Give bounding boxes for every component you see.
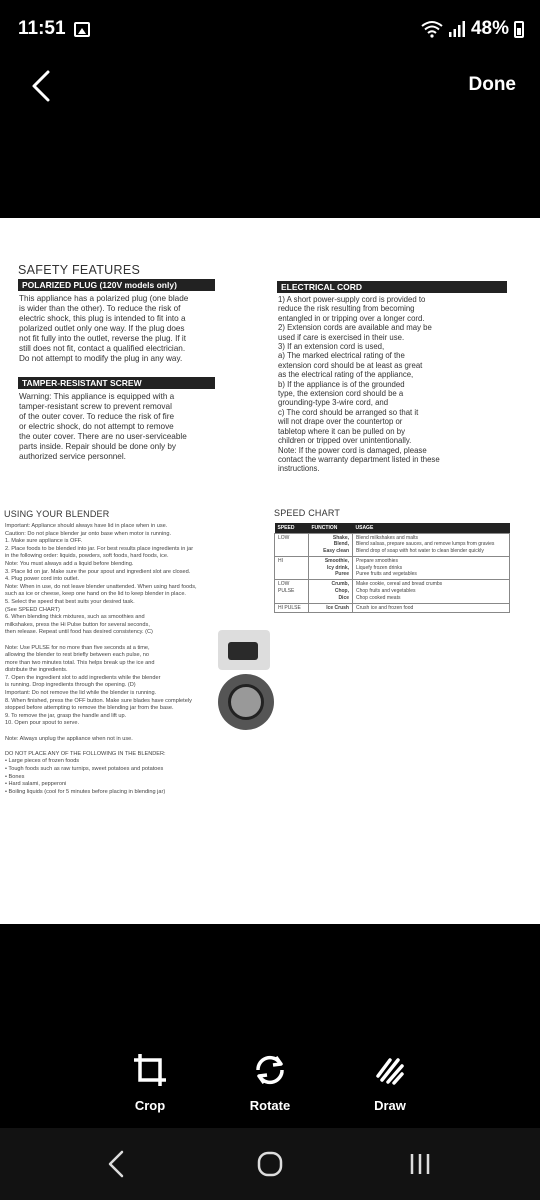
polarized-plug-heading: POLARIZED PLUG (120V models only) bbox=[18, 279, 215, 291]
tamper-screw-heading: TAMPER-RESISTANT SCREW bbox=[18, 377, 215, 389]
rotate-icon bbox=[250, 1050, 290, 1090]
speed-row bbox=[275, 533, 510, 556]
ingredient-slot-photo bbox=[218, 674, 274, 730]
usage-cell: Prepare smoothies Liquefy frozen drinks Puree fruits and vegetables bbox=[353, 556, 510, 579]
nav-back-icon[interactable] bbox=[98, 1148, 138, 1180]
speed-chart-table bbox=[274, 523, 510, 613]
speed-chart-title: SPEED CHART bbox=[274, 508, 341, 518]
status-bar bbox=[0, 0, 540, 60]
draw-label: Draw bbox=[374, 1098, 406, 1113]
speed-col-header: SPEED bbox=[275, 523, 309, 533]
tamper-screw-text: Warning: This appliance is equipped with a tamper-resistant screw to prevent removal of the outer cover. To reduce the risk of fire or electric shock, do not attempt to remove the outer cover. There are no user-serviceable parts inside. Repair should be done only by authorized service personnel. bbox=[19, 392, 187, 461]
rotate-label: Rotate bbox=[249, 1098, 291, 1113]
edit-toolbar bbox=[0, 1050, 540, 1130]
function-cell: Crumb, Chop, Dice bbox=[309, 580, 353, 603]
crop-label: Crop bbox=[134, 1098, 166, 1113]
draw-icon bbox=[370, 1050, 410, 1090]
gallery-notification-icon bbox=[74, 22, 90, 37]
crop-icon bbox=[130, 1050, 170, 1090]
speed-chart-header-row bbox=[275, 523, 510, 533]
safety-features-title: SAFETY FEATURES bbox=[18, 263, 141, 277]
usage-cell: Crush ice and frozen food bbox=[353, 603, 510, 613]
nav-recents-icon[interactable] bbox=[400, 1148, 440, 1180]
speed-row bbox=[275, 556, 510, 579]
speed-row bbox=[275, 580, 510, 603]
battery-icon bbox=[514, 21, 524, 38]
wifi-icon bbox=[421, 20, 443, 38]
using-blender-title: USING YOUR BLENDER bbox=[4, 509, 110, 519]
signal-icon bbox=[448, 21, 466, 37]
electrical-cord-text: 1) A short power-supply cord is provided to reduce the risk resulting from becoming entangled in or tripping over a longer cord. 2) Extension cords are available and may be used if care is exercised in their use. 3) If an extension cord is used, a) The marked electrical rating of the extension cord should be at least as great as the electrical rating of the appliance, b) If the appliance is of the grounded type, the extension cord should be a grounding-type 3-wire cord, and c) The cord should be arranged so that it will not drape over the countertop or tabletop where it can be pulled on by children or tripped over unintentionally. Note: If the power cord is damaged, please contact the warranty department listed in these instructions. bbox=[278, 295, 440, 474]
speed-cell: HI bbox=[275, 556, 309, 579]
system-navigation-bar bbox=[0, 1128, 540, 1200]
speed-row bbox=[275, 603, 510, 613]
status-indicators bbox=[421, 18, 524, 40]
speed-cell: LOW PULSE bbox=[275, 580, 309, 603]
polarized-plug-text: This appliance has a polarized plug (one blade is wider than the other). To reduce the risk of electric shock, this plug is intended to fit into a polarized outlet only one way. If the plug does not fit fully into the outlet, reverse the plug. If it still does not fit, contact a qualified electrician. Do not attempt to modify the plug in any way. bbox=[19, 294, 189, 363]
speed-cell: HI PULSE bbox=[275, 603, 309, 613]
function-cell: Shake, Blend, Easy clean bbox=[309, 533, 353, 556]
blender-pulse-photo bbox=[218, 630, 270, 670]
back-arrow-icon[interactable] bbox=[26, 66, 66, 106]
electrical-cord-heading: ELECTRICAL CORD bbox=[277, 281, 507, 293]
done-button[interactable]: Done bbox=[468, 74, 516, 95]
usage-cell: Make cookie, cereal and bread crumbs Chop fruits and vegetables Chop cooked meats bbox=[353, 580, 510, 603]
rotate-tool[interactable] bbox=[220, 1050, 320, 1113]
using-blender-text: Important: Appliance should always have lid in place when in use. Caution: Do not place blender jar onto base when motor is running. 1. Make sure appliance is OFF. 2. Place foods to be blended into jar. For best results place ingredients in jar in the following order: liquids, powders, soft foods, hard foods, ice. Note: You must always add a liquid before blending. 3. Place lid on jar. Make sure the pour spout and ingredient slot are closed. 4. Plug power cord into outlet. Note: When in use, do not leave blender unattended. When using hard foods, such as ice or cheese, keep one hand on the lid to keep blender in place. 5. Select the speed that best suits your desired task. (See SPEED CHART) 6. When blending thick mixtures, such as smoothies and milkshakes, press the Hi Pulse button for several seconds, then release. Repeat until food has desired consistency. (C) Note: Use PULSE for no more than five seconds at a time, allowing the blender to rest briefly between each pulse, no more than two minutes total. This helps break up the ice and distribute the ingredients. 7. Open the ingredient slot to add ingredients while the blender is running. Drop ingredients through the opening. (D) Important: Do not remove the lid while the blender is running. 8. When finished, press the OFF button. Make sure blades have completely stopped before attempting to remove the blending jar from the base. 9. To remove the jar, grasp the handle and lift up. 10. Open pour spout to serve. Note: Always unplug the appliance when not in use. DO NOT PLACE ANY OF THE FOLLOWING IN THE BLENDER: • Large pieces of frozen foods • Tough foods such as raw turnips, sweet potatoes and potatoes • Bones • Hard salami, pepperoni • Boiling liquids (cool for 5 minutes before placing in blending jar) bbox=[5, 523, 197, 795]
battery-percent: 48% bbox=[470, 18, 509, 39]
speed-cell: LOW bbox=[275, 533, 309, 556]
function-cell: Ice Crush bbox=[309, 603, 353, 613]
usage-col-header: USAGE bbox=[353, 523, 510, 533]
draw-tool[interactable] bbox=[340, 1050, 440, 1113]
function-col-header: FUNCTION bbox=[309, 523, 353, 533]
crop-tool[interactable] bbox=[100, 1050, 200, 1113]
function-cell: Smoothie, Icy drink, Puree bbox=[309, 556, 353, 579]
nav-home-icon[interactable] bbox=[250, 1148, 290, 1180]
document-image bbox=[0, 218, 540, 924]
status-time: 11:51 bbox=[18, 18, 66, 39]
usage-cell: Blend milkshakes and malts Blend salsas, prepare sauces, and remove lumps from gravies Blend drop of soap with hot water to clean blender quickly bbox=[353, 533, 510, 556]
